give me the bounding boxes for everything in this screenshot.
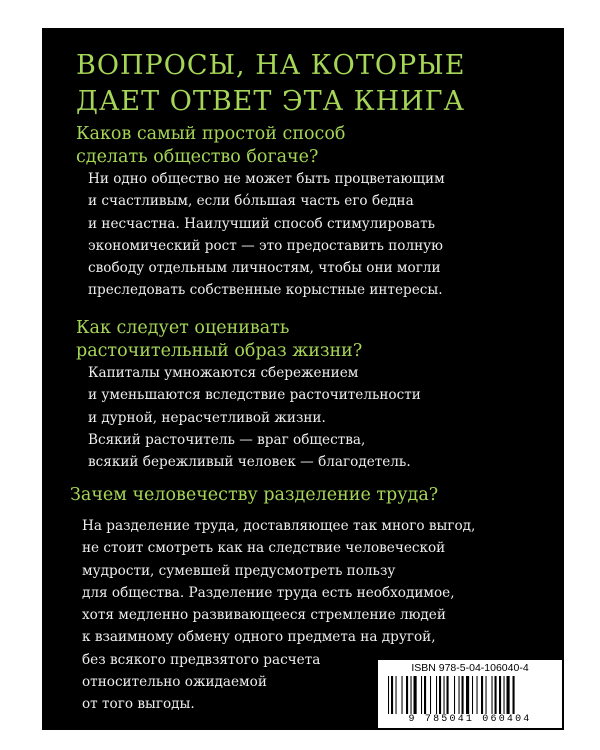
isbn-label: ISBN 978-5-04-106040-4 — [411, 662, 529, 674]
answer-line: всякий бережливый человек — благодетель. — [88, 454, 411, 471]
question-line: сделать общество богаче? — [76, 147, 319, 167]
barcode-bar — [402, 676, 403, 714]
answer-line: и счастливым, если бóльшая часть его бедна — [88, 193, 414, 210]
barcode-bar — [421, 676, 422, 714]
barcode-bar — [477, 676, 478, 714]
question-line: Каков самый простой способ — [76, 124, 346, 144]
barcode-bar — [414, 676, 417, 714]
barcode-bar — [513, 676, 515, 714]
barcode-bar — [492, 676, 493, 714]
answer-line: к взаимному обмену одного предмета на другой, — [82, 629, 436, 646]
answer-paragraph-1 — [88, 168, 445, 302]
barcode-bar — [424, 676, 426, 714]
question-line: Зачем человечеству разделение труда? — [70, 485, 439, 505]
answer-line: без всякого предвзятого расчета — [82, 651, 321, 668]
barcode-bar — [486, 676, 487, 714]
answer-line: для общества. Разделение труда есть необходимое, — [82, 584, 455, 601]
barcode-bar — [430, 676, 431, 714]
barcode-bar — [439, 676, 441, 714]
barcode-bar — [507, 676, 510, 714]
back-cover — [42, 28, 564, 730]
barcode-bar — [481, 676, 483, 714]
barcode-bar — [454, 676, 455, 714]
title-line: ВОПРОСЫ, НА КОТОРЫЕ — [76, 50, 466, 81]
question-line: Как следует оценивать — [76, 318, 290, 338]
answer-line: относительно ожидаемой — [82, 674, 267, 691]
answer-paragraph-2 — [88, 362, 421, 473]
answer-line: и несчастна. Наилучший способ стимулировать — [88, 215, 436, 232]
barcode-bars — [384, 676, 556, 714]
answer-line: и дурной, нерасчетливой жизни. — [88, 409, 326, 426]
question-heading-2 — [76, 317, 362, 363]
title-line: ДАЕТ ОТВЕТ ЭТА КНИГА — [76, 86, 465, 117]
answer-line: Ни одно общество не может быть процветающим — [88, 171, 445, 187]
barcode-bar — [391, 676, 393, 714]
answer-line: Капиталы умножаются сбережением — [88, 365, 359, 381]
answer-line: и уменьшаются вследствие расточительности — [88, 387, 421, 404]
barcode-bar — [495, 676, 497, 714]
barcode-bar — [499, 676, 501, 714]
answer-line: На разделение труда, доставляющее так много выгод, — [82, 518, 476, 534]
barcode-bar — [406, 676, 408, 714]
barcode-bar — [447, 676, 449, 714]
barcode-bar — [396, 676, 397, 714]
answer-line: преследовать собственные корыстные интересы. — [88, 282, 443, 299]
answer-line: хотя медленно развивающееся стремление людей — [82, 607, 446, 624]
answer-line: не стоит смотреть как на следствие человеческой — [82, 540, 446, 557]
answer-line: мудрости, сумевшей предусмотреть пользу — [82, 562, 396, 579]
barcode-digits: 9 785041 060404 — [408, 714, 532, 725]
barcode-bar — [411, 676, 412, 714]
isbn-barcode — [378, 660, 562, 728]
barcode-bar — [436, 676, 437, 714]
question-line: расточительный образ жизни? — [76, 341, 363, 361]
answer-line: экономический рост — это предоставить полную — [88, 237, 443, 254]
barcode-bar — [462, 676, 464, 714]
question-heading-1 — [76, 123, 345, 169]
barcode-bar — [388, 676, 389, 714]
answer-line: свободу отдельным личностям, чтобы они могли — [88, 260, 441, 277]
question-heading-3 — [70, 484, 438, 507]
answer-line: Всякий расточитель — враг общества, — [88, 431, 366, 448]
barcode-bar — [444, 676, 445, 714]
page-title — [76, 48, 546, 120]
barcode-bar — [472, 676, 473, 714]
barcode-bar — [459, 676, 460, 714]
barcode-bar — [504, 676, 505, 714]
answer-line: от того выгоды. — [82, 696, 195, 713]
barcode-bar — [466, 676, 469, 714]
